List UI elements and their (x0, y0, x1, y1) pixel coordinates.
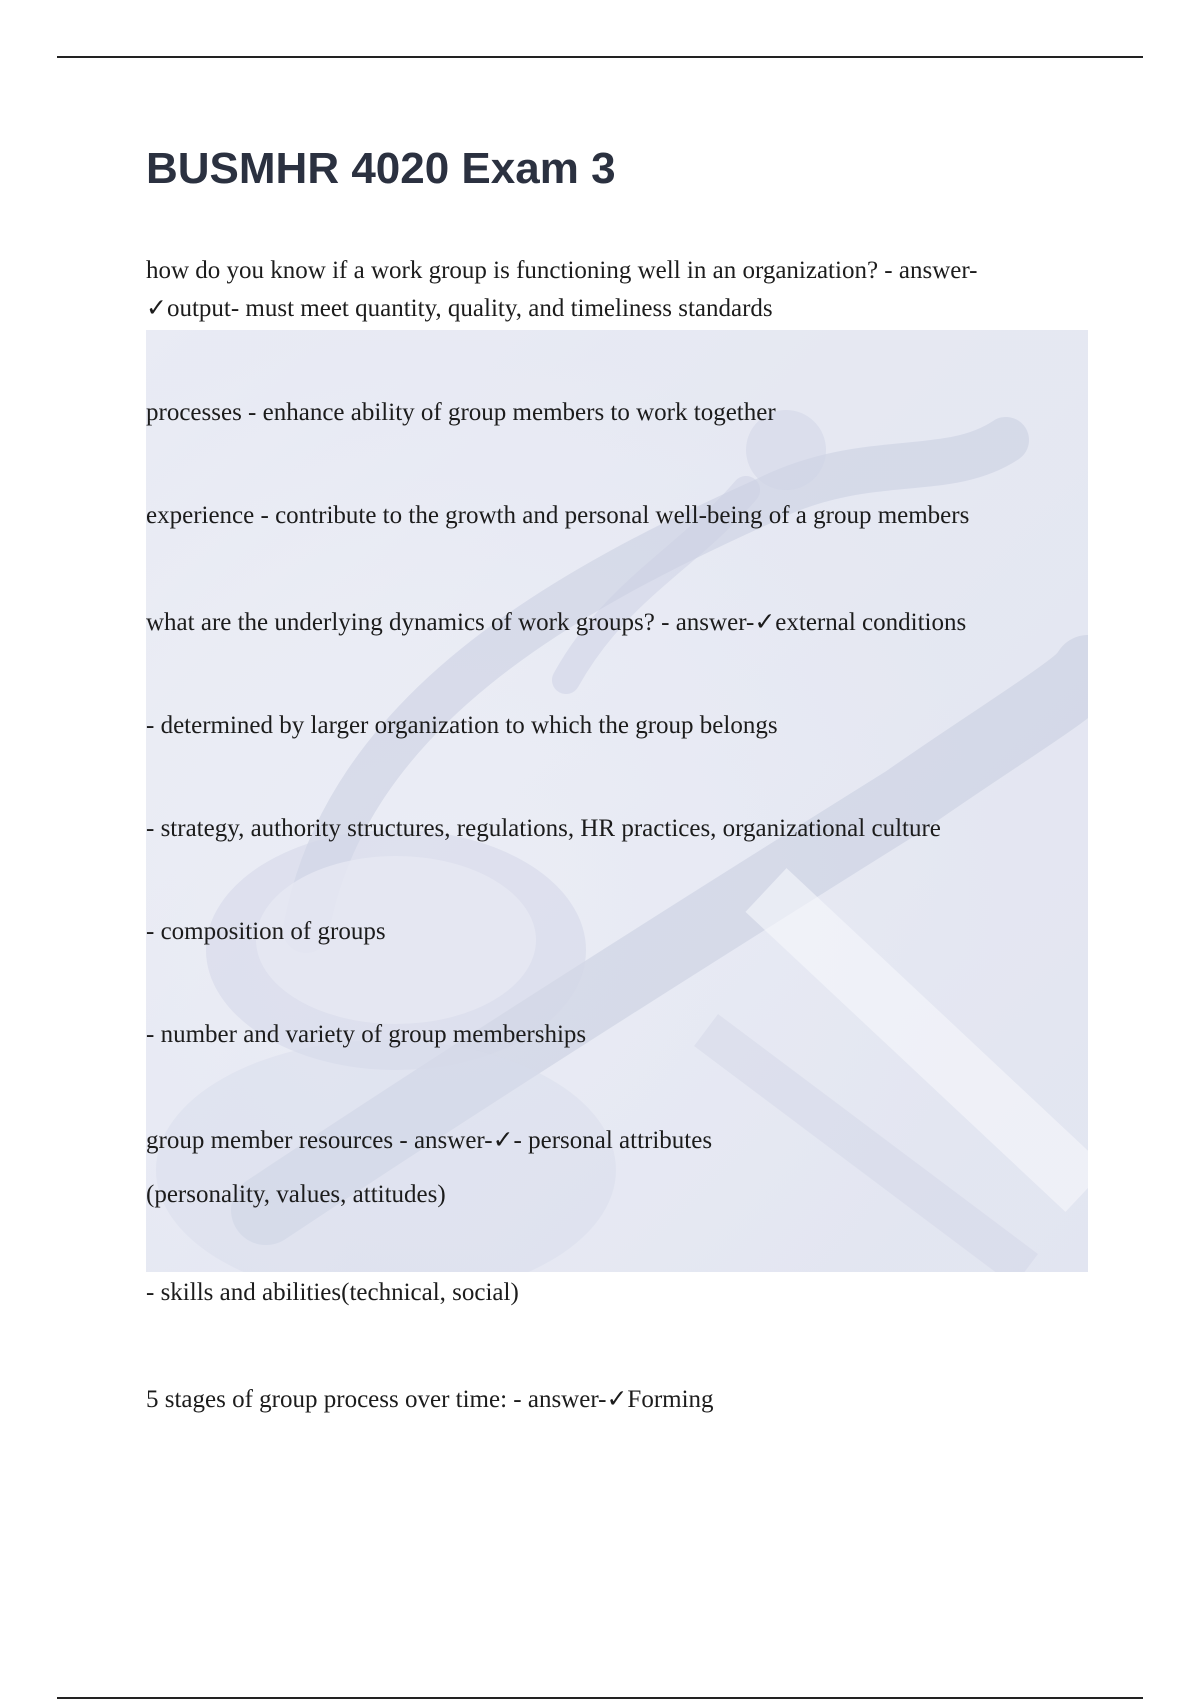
question-line: 5 stages of group process over time: - answer-✓Forming (146, 1386, 714, 1413)
page-title: BUSMHR 4020 Exam 3 (146, 144, 616, 193)
text-line: experience - contribute to the growth and personal well-being of a group members (146, 502, 970, 529)
list-item: - number and variety of group memberships (146, 1021, 587, 1048)
text-line: processes - enhance ability of group members to work together (146, 399, 776, 426)
answer-line: ✓output- must meet quantity, quality, and timeliness standards (146, 295, 773, 322)
list-item: - composition of groups (146, 918, 386, 945)
list-item: - determined by larger organization to which the group belongs (146, 712, 778, 739)
list-item: - skills and abilities(technical, social) (146, 1279, 519, 1306)
text-line: (personality, values, attitudes) (146, 1181, 446, 1208)
list-item: - strategy, authority structures, regulations, HR practices, organizational culture (146, 815, 941, 842)
question-line: how do you know if a work group is functioning well in an organization? - answer- (146, 257, 978, 284)
question-line: what are the underlying dynamics of work groups? - answer-✓external conditions (146, 609, 967, 636)
top-rule (57, 56, 1143, 58)
bottom-rule (57, 1697, 1143, 1699)
question-line: group member resources - answer-✓- personal attributes (146, 1127, 713, 1154)
